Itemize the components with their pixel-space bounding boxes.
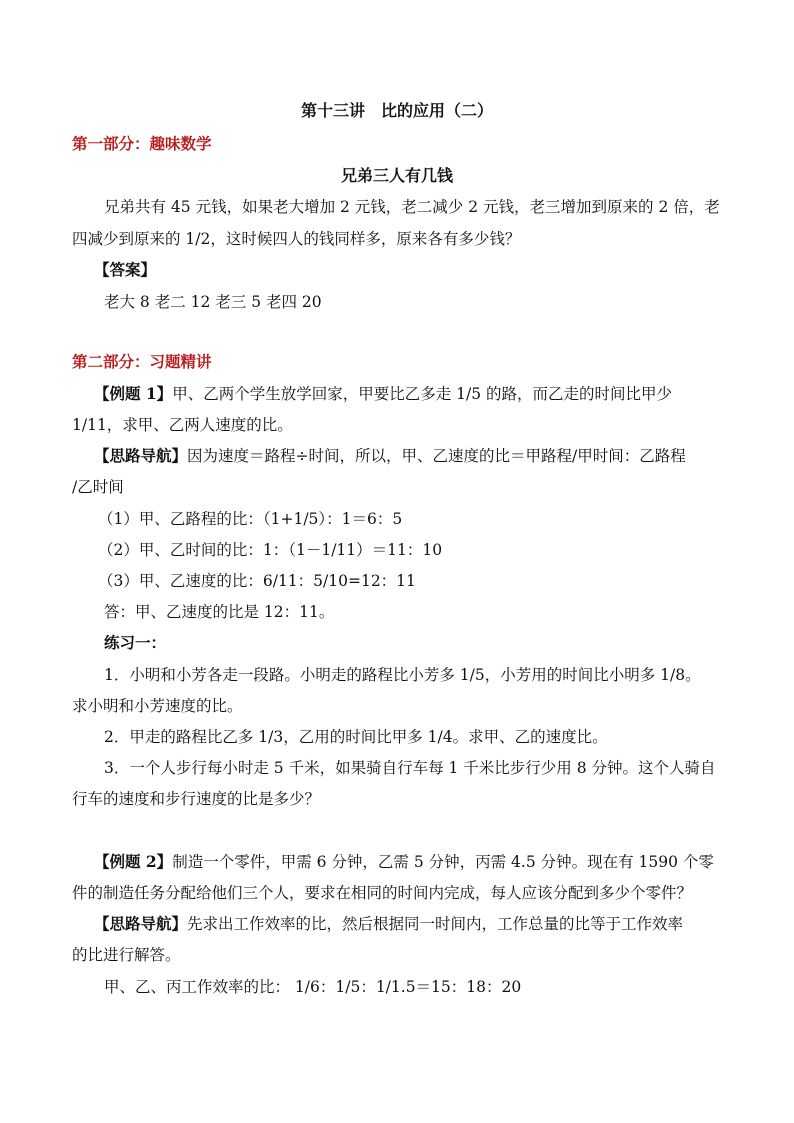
example1-step-2: （2）甲、乙时间的比：1：（1－1/11）＝11：10 [98,541,443,559]
problem-line-1: 兄弟共有 45 元钱，如果老大增加 2 元钱，老二减少 2 元钱，老三增加到原来的 2 倍，老 [104,198,720,216]
example2-line-1 [94,852,744,872]
example1-answer: 答：甲、乙速度的比是 12：11。 [104,603,335,621]
part2-heading: 第二部分：习题精讲 [72,352,212,371]
example1-hint-line-1 [94,446,744,466]
practice1-label: 练习一： [104,633,167,652]
example1-label: 【例题 1】 [94,384,173,403]
practice1-q1-line-1: 1．小明和小芳各走一段路。小明走的路程比小芳多 1/5，小芳用的时间比小明多 1/8。 [104,666,701,684]
example2-ratio: 甲、乙、丙工作效率的比： 1/6：1/5：1/1.5＝15：18：20 [104,978,522,996]
practice1-q1-line-2: 求小明和小芳速度的比。 [72,697,243,715]
example2-hint-text-1: 先求出工作效率的比，然后根据同一时间内，工作总量的比等于工作效率 [187,915,684,933]
example1-line-1 [94,384,744,404]
example2-hint-label: 【思路导航】 [94,914,188,933]
practice1-q3-line-2: 行车的速度和步行速度的比是多少？ [72,790,321,808]
example2-label: 【例题 2】 [94,852,173,871]
answer-text: 老大 8 老二 12 老三 5 老四 20 [104,293,322,311]
practice1-q3-line-1: 3．一个人步行每小时走 5 千米，如果骑自行车每 1 千米比步行少用 8 分钟。这个人骑自 [104,759,716,777]
example1-hint-label: 【思路导航】 [94,446,188,465]
example2-text-2: 件的制造任务分配给他们三个人，要求在相同的时间内完成，每人应该分配到多少个零件？ [72,884,693,902]
example1-step-1: （1）甲、乙路程的比：（1+1/5）：1＝6：5 [98,510,403,528]
example2-hint-text-2: 的比进行解答。 [72,946,181,964]
story-title: 兄弟三人有几钱 [340,166,453,185]
answer-label: 【答案】 [94,260,157,279]
page-title: 第十三讲 比的应用（二） [300,101,493,120]
example2-text-1: 制造一个零件，甲需 6 分钟，乙需 5 分钟，丙需 4.5 分钟。现在有 1590 个零 [172,853,714,871]
part1-heading: 第一部分：趣味数学 [72,134,212,153]
example2-hint-line-1 [94,914,744,934]
example1-hint-text-2: /乙时间 [72,478,124,496]
example1-step-3: （3）甲、乙速度的比：6/11：5/10=12：11 [98,572,416,590]
problem-line-2: 四减少到原来的 1/2，这时候四人的钱同样多，原来各有多少钱？ [72,230,521,248]
example1-hint-text-1: 因为速度＝路程÷时间，所以，甲、乙速度的比＝甲路程/甲时间：乙路程 [187,447,686,465]
practice1-q2: 2．甲走的路程比乙多 1/3，乙用的时间比甲多 1/4。求甲、乙的速度比。 [104,728,608,746]
example1-text-1: 甲、乙两个学生放学回家，甲要比乙多走 1/5 的路，而乙走的时间比甲少 [172,385,672,403]
example1-text-2: 1/11，求甲、乙两人速度的比。 [72,416,293,434]
